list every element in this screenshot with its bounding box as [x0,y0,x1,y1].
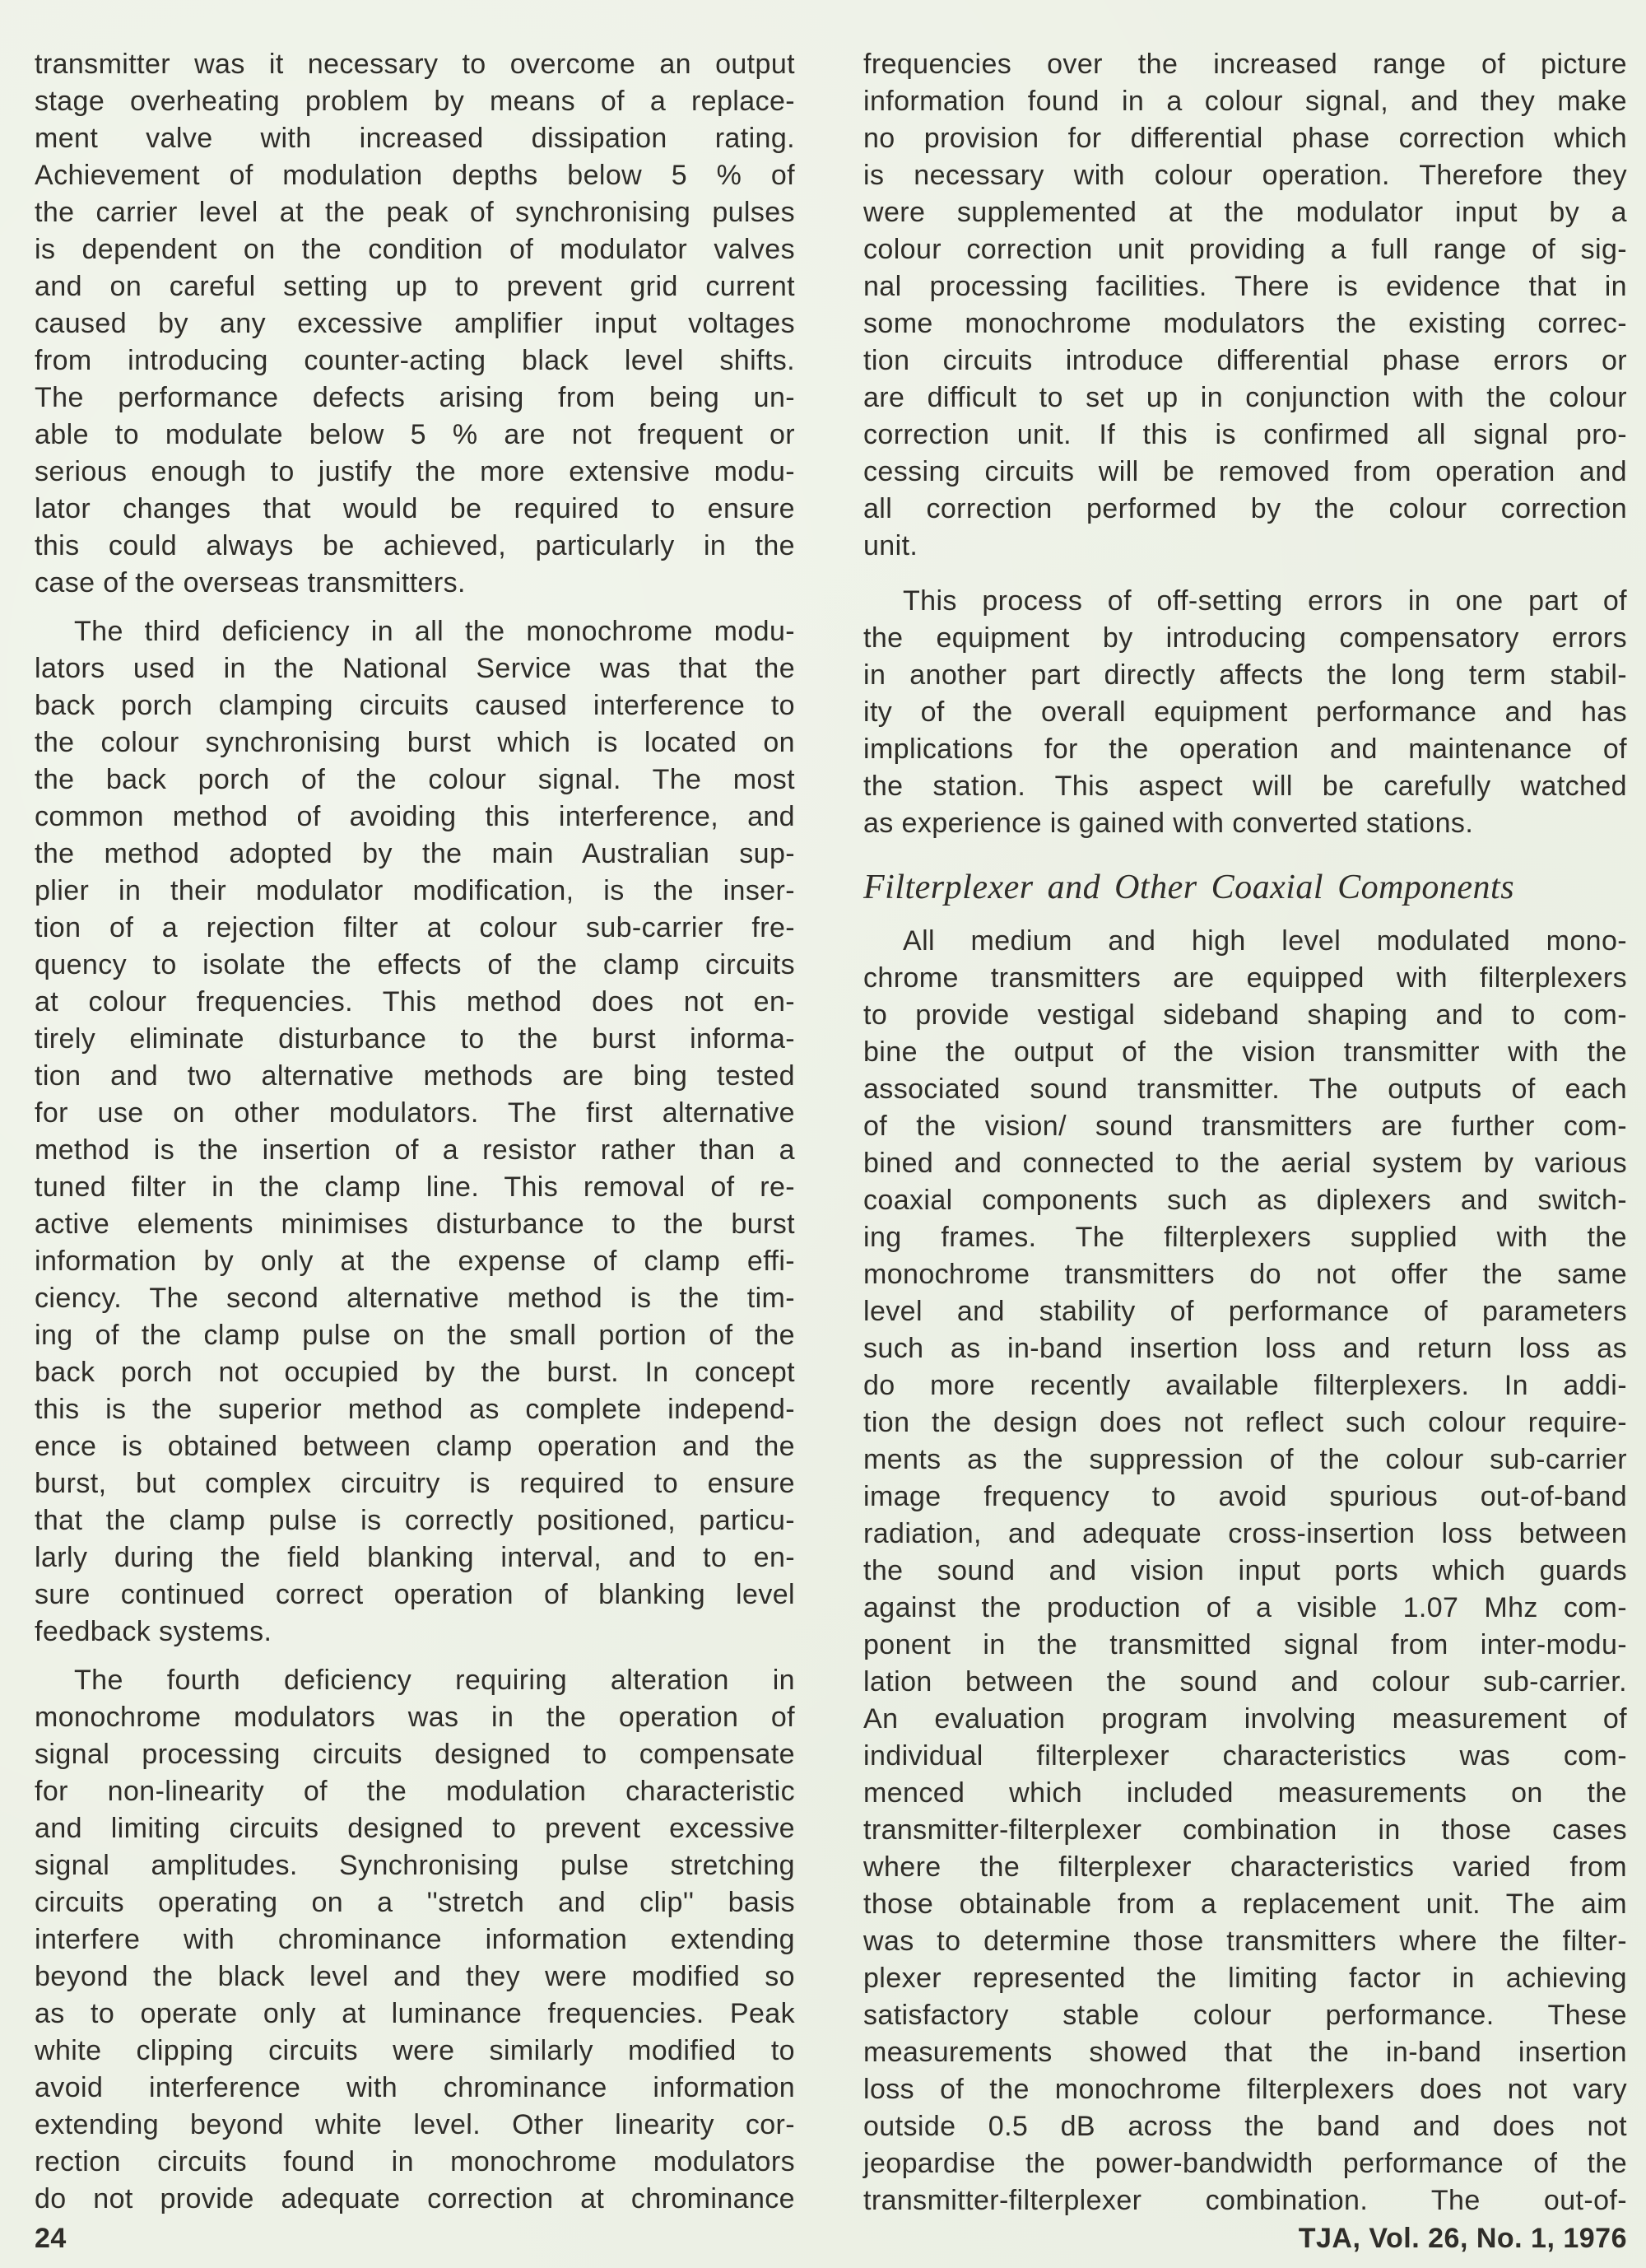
text-line: as experience is gained with converted stations. [863,808,1474,839]
text-line: the station. This aspect will be carefully watched [863,771,1627,802]
text-line: is necessary with colour operation. Therefore they [863,160,1627,191]
text-line: such as in-band insertion loss and return loss as [863,1333,1627,1364]
text-line: tion circuits introduce differential phase errors or [863,345,1627,376]
text-line: that the clamp pulse is correctly positioned, particu- [35,1505,795,1536]
text-line: the back porch of the colour signal. The most [35,764,795,795]
text-line: is dependent on the condition of modulator valves [35,234,795,265]
text-line: for use on other modulators. The first alternative [35,1097,795,1129]
text-line: tion of a rejection filter at colour sub-carrier fre- [35,912,795,943]
text-line: burst, but complex circuitry is required to ensure [35,1468,795,1499]
text-line: to provide vestigal sideband shaping and to com- [863,999,1627,1031]
text-line: this is the superior method as complete independ- [35,1394,795,1425]
text-line: where the filterplexer characteristics varied from [863,1851,1627,1883]
text-line: correction unit. If this is confirmed all signal pro- [863,419,1627,450]
text-line: beyond the black level and they were modified so [35,1961,795,1992]
text-line: satisfactory stable colour performance. These [863,2000,1627,2031]
text-line: coaxial components such as diplexers and switch- [863,1185,1627,1216]
text-line: are difficult to set up in conjunction with the colour [863,382,1627,413]
text-line: tirely eliminate disturbance to the burst informa- [35,1023,795,1055]
paragraph [863,46,1627,565]
text-line: the colour synchronising burst which is located on [35,727,795,758]
paragraph [863,923,1627,2219]
text-line: An evaluation program involving measurement of [863,1703,1627,1735]
paragraph [863,583,1627,842]
right-column [863,46,1627,2219]
text-line: rection circuits found in monochrome modulators [35,2146,795,2177]
text-line: ing frames. The filterplexers supplied with the [863,1222,1627,1253]
text-line: ponent in the transmitted signal from inter-modu- [863,1629,1627,1660]
text-line: interfere with chrominance information extending [35,1924,795,1955]
text-line: against the production of a visible 1.07 Mhz com- [863,1592,1627,1623]
text-line: feedback systems. [35,1616,272,1647]
text-line: level and stability of performance of parameters [863,1296,1627,1327]
text-line: All medium and high level modulated mono- [903,925,1627,957]
text-line: implications for the operation and maintenance of [863,733,1627,765]
text-line: information found in a colour signal, and they make [863,86,1627,117]
text-line: signal processing circuits designed to compensate [35,1739,795,1770]
text-line: those obtainable from a replacement unit. The aim [863,1888,1627,1920]
text-line: active elements minimises disturbance to the burst [35,1209,795,1240]
text-line: tion the design does not reflect such colour require- [863,1407,1627,1438]
text-line: do more recently available filterplexers. In addi- [863,1370,1627,1401]
text-line: unit. [863,530,918,561]
text-line: serious enough to justify the more extensive modu- [35,456,795,487]
text-line: method is the insertion of a resistor rather than a [35,1134,795,1166]
text-line: stage overheating problem by means of a replace- [35,86,795,117]
text-line: plexer represented the limiting factor in achieving [863,1963,1627,1994]
text-line: chrome transmitters are equipped with filterplexers [863,962,1627,994]
text-line: the sound and vision input ports which guards [863,1555,1627,1586]
text-line: sure continued correct operation of blanking level [35,1579,795,1610]
text-line: frequencies over the increased range of picture [863,49,1627,80]
paragraph [35,613,795,1651]
text-line: avoid interference with chrominance information [35,2072,795,2103]
text-line: ment valve with increased dissipation rating. [35,123,795,154]
text-line: for non-linearity of the modulation characteristic [35,1776,795,1807]
text-line: information by only at the expense of clamp effi- [35,1246,795,1277]
page-footer [35,2223,1627,2255]
page-number: 24 [35,2223,67,2254]
text-line: some monochrome modulators the existing correc- [863,308,1627,339]
text-line: and limiting circuits designed to prevent excessive [35,1813,795,1844]
text-line: lation between the sound and colour sub-carrier. [863,1666,1627,1698]
text-line: the equipment by introducing compensatory errors [863,622,1627,654]
text-line: bine the output of the vision transmitter with the [863,1036,1627,1068]
text-line: white clipping circuits were similarly modified to [35,2035,795,2066]
paragraph [35,1662,795,2218]
text-line: signal amplitudes. Synchronising pulse stretching [35,1850,795,1881]
text-line: transmitter-filterplexer combination in those cases [863,1814,1627,1846]
journal-citation: TJA, Vol. 26, No. 1, 1976 [1298,2223,1627,2254]
text-line: case of the overseas transmitters. [35,567,466,598]
text-line: no provision for differential phase correction which [863,123,1627,154]
section-heading: Filterplexer and Other Coaxial Components [863,869,1515,906]
text-line: associated sound transmitter. The outputs of each [863,1073,1627,1105]
text-line: the carrier level at the peak of synchronising pulses [35,197,795,228]
text-line: was to determine those transmitters where the filter- [863,1926,1627,1957]
text-line: colour correction unit providing a full range of sig- [863,234,1627,265]
text-line: lators used in the National Service was that the [35,653,795,684]
text-line: ence is obtained between clamp operation and the [35,1431,795,1462]
text-line: bined and connected to the aerial system by various [863,1148,1627,1179]
text-line: lator changes that would be required to ensure [35,493,795,524]
paragraph [35,46,795,602]
text-line: outside 0.5 dB across the band and does not [863,2111,1627,2142]
text-line: menced which included measurements on the [863,1777,1627,1809]
text-line: caused by any excessive amplifier input voltages [35,308,795,339]
left-column [35,46,795,2218]
text-line: transmitter-filterplexer combination. The out-of- [863,2185,1627,2216]
text-line: do not provide adequate correction at chrominance [35,2183,795,2214]
text-line: The performance defects arising from being un- [35,382,795,413]
text-line: ing of the clamp pulse on the small portion of the [35,1320,795,1351]
text-line: of the vision/ sound transmitters are further com- [863,1111,1627,1142]
text-line: circuits operating on a ''stretch and clip'' basis [35,1887,795,1918]
text-line: extending beyond white level. Other linearity cor- [35,2109,795,2140]
text-line: larly during the field blanking interval, and to en- [35,1542,795,1573]
text-line: The fourth deficiency requiring alteration in [74,1665,795,1696]
text-line: all correction performed by the colour correction [863,493,1627,524]
text-line: plier in their modulator modification, is the inser- [35,875,795,906]
text-line: ity of the overall equipment performance and has [863,696,1627,728]
text-line: in another part directly affects the long term stabil- [863,659,1627,691]
text-line: monochrome transmitters do not offer the same [863,1259,1627,1290]
text-line: common method of avoiding this interference, and [35,801,795,832]
text-line: the method adopted by the main Australian sup- [35,838,795,869]
text-line: This process of off-setting errors in one part of [903,585,1627,617]
text-line: The third deficiency in all the monochrome modu- [74,616,795,647]
text-line: transmitter was it necessary to overcome an output [35,49,795,80]
text-line: this could always be achieved, particularly in the [35,530,795,561]
text-line: were supplemented at the modulator input by a [863,197,1627,228]
text-line: tion and two alternative methods are bing tested [35,1060,795,1092]
text-line: loss of the monochrome filterplexers does not vary [863,2074,1627,2105]
text-line: at colour frequencies. This method does not en- [35,986,795,1018]
text-line: from introducing counter-acting black level shifts. [35,345,795,376]
text-line: tuned filter in the clamp line. This removal of re- [35,1171,795,1203]
text-line: able to modulate below 5 % are not frequent or [35,419,795,450]
text-line: as to operate only at luminance frequencies. Peak [35,1998,795,2029]
text-line: and on careful setting up to prevent grid current [35,271,795,302]
text-line: quency to isolate the effects of the clamp circuits [35,949,795,980]
text-line: radiation, and adequate cross-insertion loss between [863,1518,1627,1549]
text-line: individual filterplexer characteristics was com- [863,1740,1627,1772]
text-line: nal processing facilities. There is evidence that in [863,271,1627,302]
text-line: back porch clamping circuits caused interference to [35,690,795,721]
text-line: monochrome modulators was in the operation of [35,1702,795,1733]
text-line: Achievement of modulation depths below 5 % of [35,160,795,191]
text-line: back porch not occupied by the burst. In concept [35,1357,795,1388]
text-line: ciency. The second alternative method is the tim- [35,1283,795,1314]
text-line: jeopardise the power-bandwidth performance of the [863,2148,1627,2179]
text-line: cessing circuits will be removed from operation and [863,456,1627,487]
text-line: measurements showed that the in-band insertion [863,2037,1627,2068]
text-line: ments as the suppression of the colour sub-carrier [863,1444,1627,1475]
text-line: image frequency to avoid spurious out-of-band [863,1481,1627,1512]
